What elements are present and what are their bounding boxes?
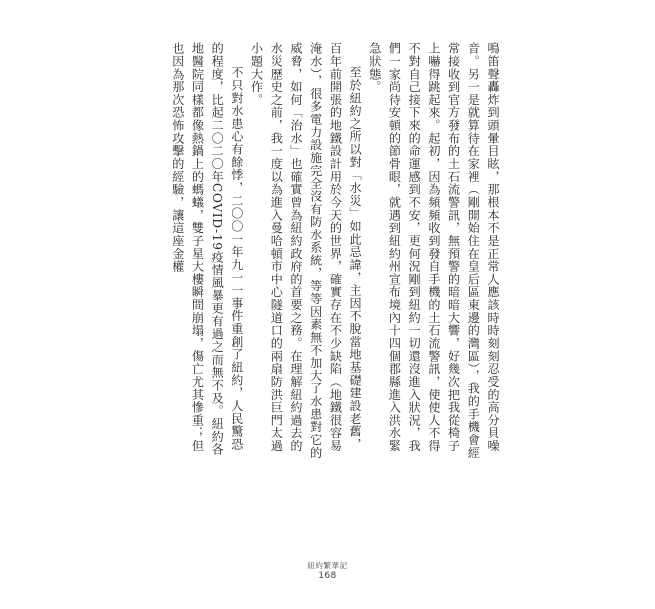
paragraph-2: 至於紐約之所以對「水災」如此忌諱，主因不脫當地基礎建設老舊，百年前開張的地鐵設計用於今天的世界，確實存在不少缺陷（地鐵很容易淹水），很多電力設施完全沒有防水系統，等等因素無不加大了水患對它的威脅，如何「治水」也確實曾為紐約政府的首要之務。在理解紐約過去的水災歷史之前，我一度以為進入曼哈頓市中心隧道口的兩扇防洪巨門太過小題大作。: [249, 42, 363, 460]
vertical-text-body: [170, 42, 502, 462]
paragraph-1: 鳴笛聲轟炸到頭暈目眩，那根本不是正常人應該時時刻刻忍受的高分貝噪音。另一是就算待在家裡（剛開始住在皇后區東邊的灣區），我的手機會經常接收到官方發布的土石流警訊，無預警的暗暗大響，好幾次把我從椅子上嚇得跳起來。起初，因為頻頻收到發自手機的土石流警訊，使使人不得不對自己接下來的命運感到不安，更何況剛到紐約一切還沒進入狀況，我們一家尚待安頓的節骨眼，就遇到紐約州宣布境內十四個郡縣進入洪水緊急狀態。: [367, 42, 500, 460]
page-number: 168: [318, 571, 337, 581]
paragraph-3: 不只對水患心有餘悸，二〇〇一年九一一事件重創了紐約，人民驚恐的程度，比起二〇二〇年COVID-19疫情風暴更有過之而無不及。紐約各地醫院同樣都像熱鍋上的螞蟻，雙子星大樓瞬間崩塌，傷亡尤其慘重；但也因為那次恐怖攻擊的經驗，讓這座金權: [170, 42, 244, 456]
running-footer-title: 紐約繁華記: [307, 561, 348, 570]
